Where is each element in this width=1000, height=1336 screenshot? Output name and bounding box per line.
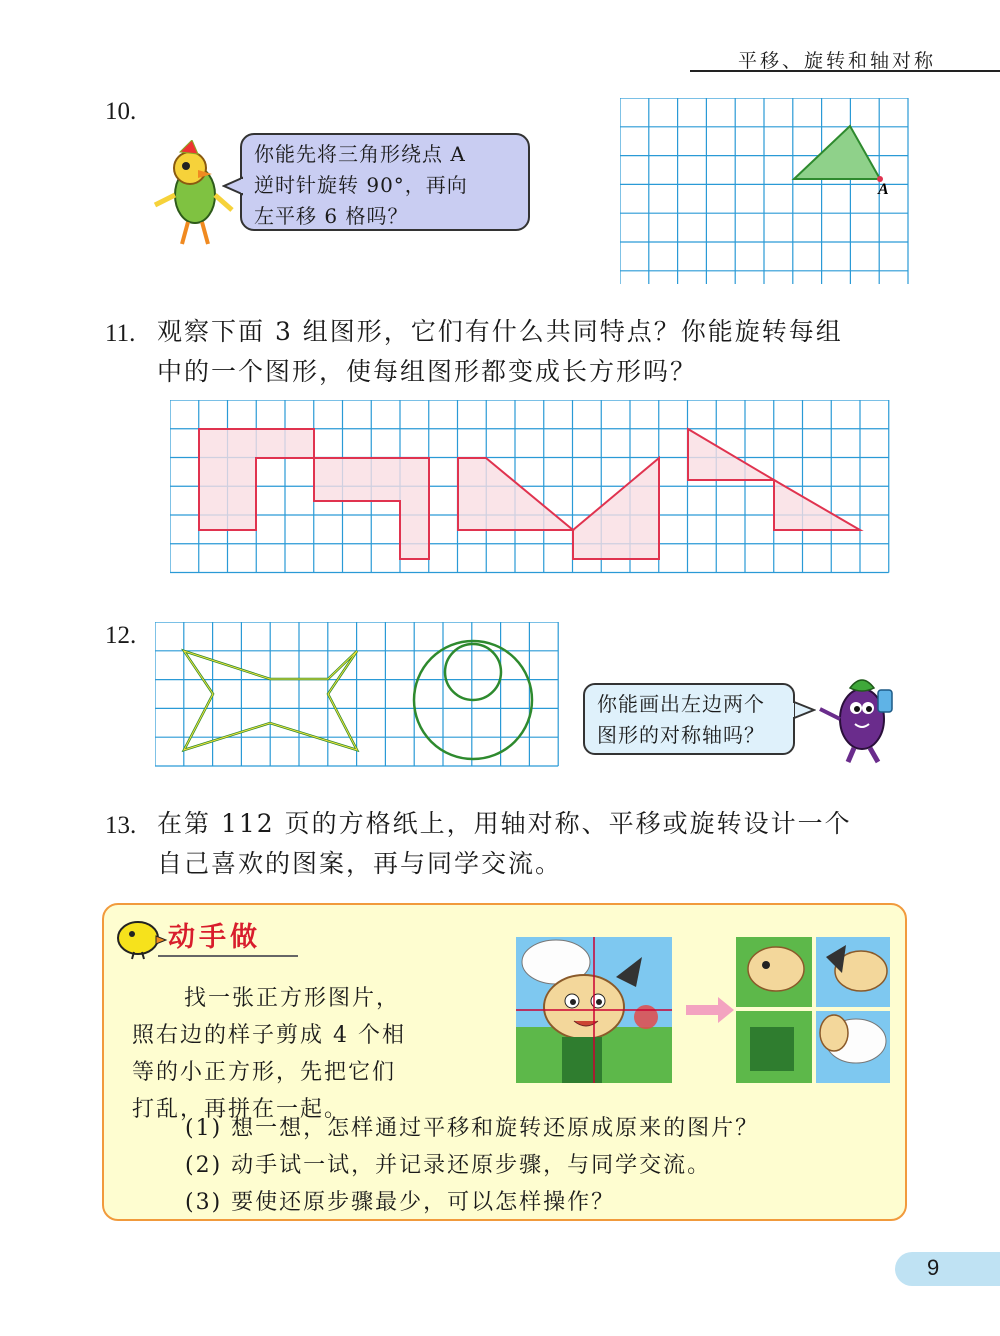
bubble-line: 左平移 6 格吗？ <box>254 204 409 228</box>
eggplant-mascot-icon <box>812 664 912 764</box>
question-line: 自己喜欢的图案，再与同学交流。 <box>157 849 563 878</box>
step-item: (3) 要使还原步骤最少，可以怎样操作？ <box>185 1190 616 1215</box>
grid-q11 <box>170 400 890 586</box>
puzzle-illustration <box>516 937 890 1083</box>
activity-title: 动手做 <box>168 922 261 953</box>
question-line: 中的一个图形，使每组图形都变成长方形吗？ <box>157 357 698 386</box>
chick-icon <box>110 912 168 960</box>
hint-bubble-q12 <box>583 683 795 755</box>
arrow-right-icon <box>686 997 734 1023</box>
bubble-line: 你能画出左边两个 <box>597 692 765 716</box>
page-number: 9 <box>927 1255 940 1280</box>
intro-line: 打乱，再拼在一起。 <box>132 1097 349 1122</box>
title-underline <box>158 955 298 957</box>
triangle-shape-large <box>774 480 860 530</box>
question-11-number: 11. <box>105 320 136 347</box>
grid-q10 <box>620 98 910 284</box>
trapezoid-shape-right <box>573 458 659 559</box>
activity-steps <box>185 1110 885 1221</box>
shuffled-picture <box>736 937 890 1083</box>
bubble-line: 逆时针旋转 90°，再向 <box>254 173 468 197</box>
question-10-number: 10. <box>105 98 137 125</box>
question-13-number: 13. <box>105 812 137 839</box>
step-item: (1) 想一想，怎样通过平移和旋转还原成原来的图片？ <box>185 1116 760 1141</box>
section-title: 平移、旋转和轴对称 <box>737 50 936 72</box>
page-number-tab <box>895 1252 1000 1286</box>
step-item: (2) 动手试一试，并记录还原步骤，与同学交流。 <box>185 1153 712 1178</box>
bubble-line: 你能先将三角形绕点 A <box>254 142 466 166</box>
question-13-text <box>157 804 917 884</box>
question-12-number: 12. <box>105 622 137 649</box>
grid-q12 <box>155 622 559 780</box>
activity-intro <box>132 980 492 1128</box>
original-picture <box>516 937 672 1083</box>
question-line: 在第 112 页的方格纸上，用轴对称、平移或旋转设计一个 <box>157 809 852 838</box>
question-line: 观察下面 3 组图形，它们有什么共同特点？你能旋转每组 <box>157 317 843 346</box>
bubble-line: 图形的对称轴吗？ <box>597 723 765 747</box>
intro-line: 照右边的样子剪成 4 个相 <box>132 1023 406 1048</box>
question-11-text <box>157 312 917 392</box>
bubble-tail <box>222 176 246 196</box>
small-circle <box>445 644 501 700</box>
triangle-shape <box>794 126 880 179</box>
hint-bubble-q10 <box>240 133 530 231</box>
header-rule <box>690 70 1000 72</box>
intro-line: 等的小正方形，先把它们 <box>132 1060 397 1085</box>
point-a-label: A <box>878 181 889 198</box>
triangle-shape-small <box>688 429 774 480</box>
intro-line: 找一张正方形图片， <box>184 986 401 1011</box>
